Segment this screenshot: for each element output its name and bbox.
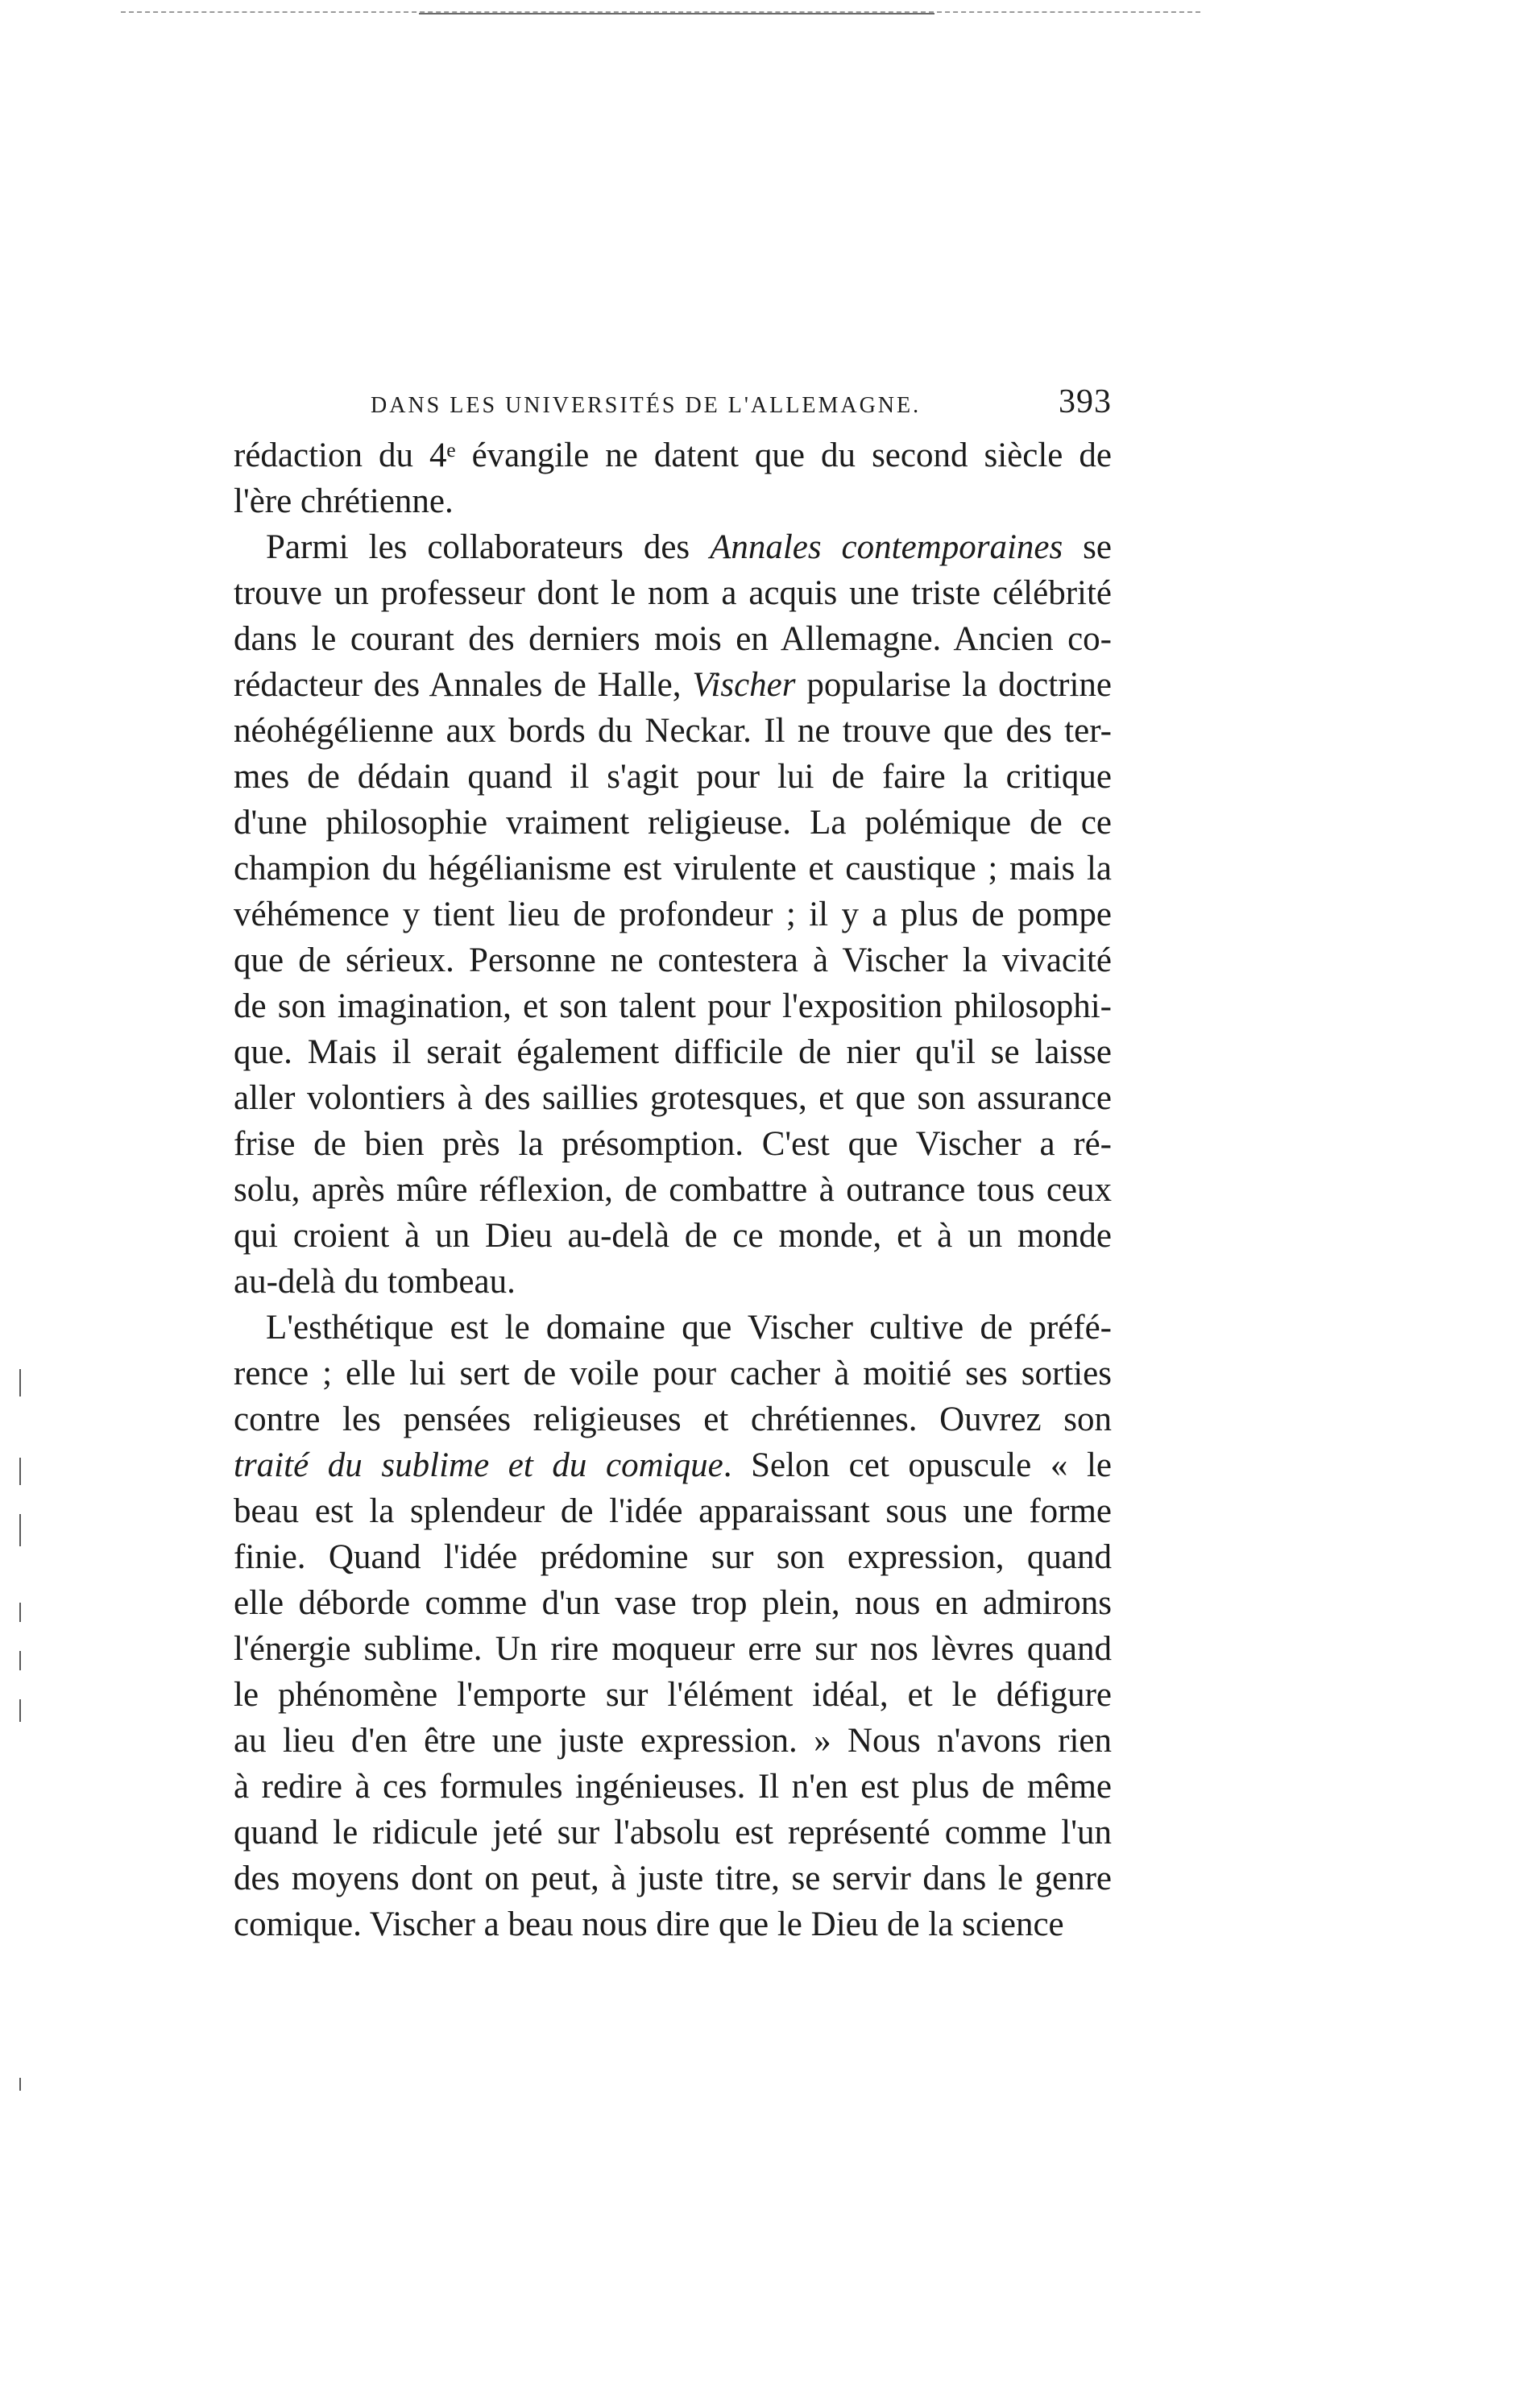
text-line: comique. Vischer a beau nous dire que le Dieu de la science — [234, 1905, 1064, 1943]
text-line: trouve un professeur dont le nom a acquis une triste célébrité — [234, 574, 1112, 612]
text-line: traité du sublime et du comique. Selon cet opuscule « le — [234, 1446, 1112, 1484]
edge-mark — [19, 1514, 21, 1546]
edge-mark — [19, 1603, 21, 1622]
text-line: à redire à ces formules ingénieuses. Il n'en est plus de même — [234, 1768, 1112, 1806]
text-line: d'une philosophie vraiment religieuse. La polémique de ce — [234, 804, 1112, 842]
text-line: rence ; elle lui sert de voile pour cacher à moitié ses sorties — [234, 1355, 1112, 1392]
text-line: des moyens dont on peut, à juste titre, se servir dans le genre — [234, 1860, 1112, 1897]
paragraph-vischer — [234, 524, 1112, 1305]
text-line: l'énergie sublime. Un rire moqueur erre sur nos lèvres quand — [234, 1630, 1112, 1668]
text-line: dans le courant des derniers mois en Allemagne. Ancien co- — [234, 620, 1112, 658]
running-head — [234, 383, 1112, 421]
edge-mark — [19, 1651, 21, 1670]
edge-mark — [19, 1458, 21, 1485]
book-page — [234, 383, 1112, 1947]
paragraph-esthetique — [234, 1305, 1112, 1947]
text-line: aller volontiers à des saillies grotesques, et que son assurance — [234, 1079, 1112, 1117]
text-line: finie. Quand l'idée prédomine sur son expression, quand — [234, 1538, 1112, 1576]
text-line: solu, après mûre réflexion, de combattre à outrance tous ceux — [234, 1171, 1112, 1209]
scan-edge-marks — [19, 1369, 35, 2094]
text-line: quand le ridicule jeté sur l'absolu est représenté comme l'un — [234, 1814, 1112, 1852]
text-line: contre les pensées religieuses et chrétiennes. Ouvrez son — [234, 1401, 1112, 1438]
text-line: qui croient à un Dieu au-delà de ce monde, et à un monde — [234, 1217, 1112, 1255]
text-line: néohégélienne aux bords du Neckar. Il ne trouve que des ter- — [234, 712, 1112, 750]
text-line: au lieu d'en être une juste expression. » Nous n'avons rien — [234, 1722, 1112, 1760]
text-line: beau est la splendeur de l'idée apparaissant sous une forme — [234, 1492, 1112, 1530]
text-line: véhémence y tient lieu de profondeur ; il y a plus de pompe — [234, 896, 1112, 933]
text-line: elle déborde comme d'un vase trop plein, nous en admirons — [234, 1584, 1112, 1622]
text-line: mes de dédain quand il s'agit pour lui de faire la critique — [234, 758, 1112, 796]
scan-top-rule — [419, 13, 934, 14]
edge-mark — [19, 2078, 21, 2091]
page-number: 393 — [1059, 383, 1112, 420]
text-line: frise de bien près la présomption. C'est que Vischer a ré- — [234, 1125, 1112, 1163]
text-line: Parmi les collaborateurs des Annales contemporaines se — [266, 528, 1112, 566]
text-line: rédaction du 4ᵉ évangile ne datent que du second siècle de — [234, 437, 1112, 474]
text-line: l'ère chrétienne. — [234, 482, 454, 520]
running-head-title: DANS LES UNIVERSITÉS DE L'ALLEMAGNE. — [371, 393, 922, 418]
text-line: de son imagination, et son talent pour l'exposition philosophi- — [234, 987, 1112, 1025]
text-line: que. Mais il serait également difficile de nier qu'il se laisse — [234, 1033, 1112, 1071]
text-line: au-delà du tombeau. — [234, 1263, 516, 1301]
paragraph-continued — [234, 432, 1112, 524]
edge-mark — [19, 1369, 21, 1396]
text-line: rédacteur des Annales de Halle, Vischer popularise la doctrine — [234, 666, 1112, 704]
text-line: champion du hégélianisme est virulente et caustique ; mais la — [234, 850, 1112, 887]
text-line: que de sérieux. Personne ne contestera à Vischer la vivacité — [234, 941, 1112, 979]
text-line: L'esthétique est le domaine que Vischer cultive de préfé- — [266, 1309, 1112, 1347]
text-line: le phénomène l'emporte sur l'élément idéal, et le défigure — [234, 1676, 1112, 1714]
edge-mark — [19, 1699, 21, 1722]
